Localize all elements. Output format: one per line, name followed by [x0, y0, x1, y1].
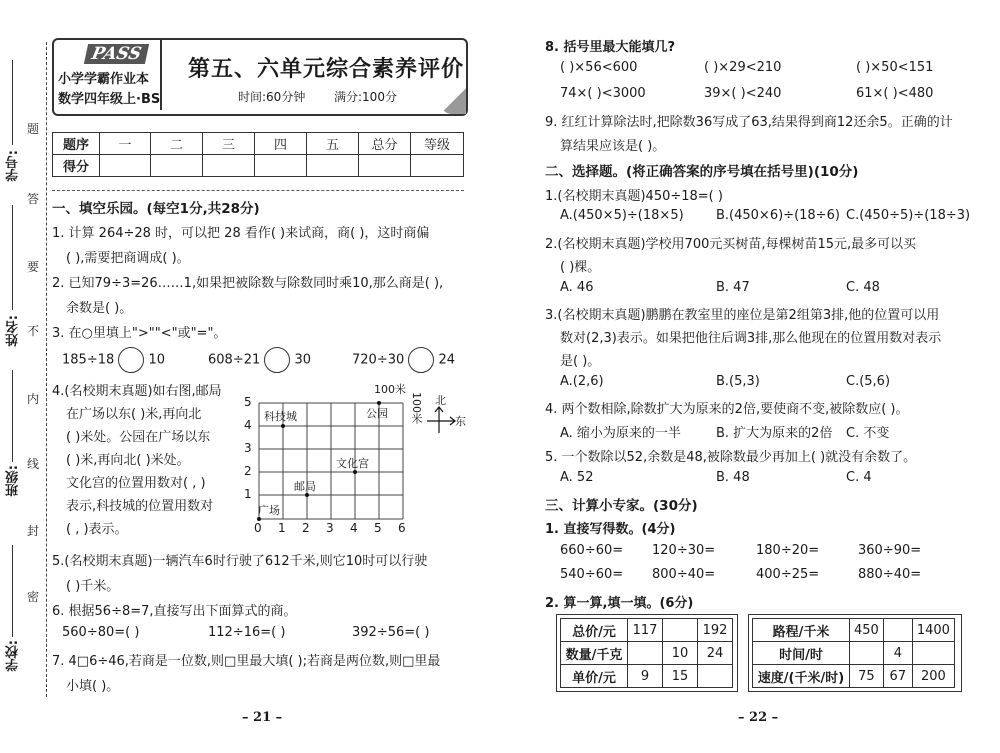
table-row: [561, 619, 733, 642]
answer-cell[interactable]: [628, 642, 663, 665]
compare-circle[interactable]: [118, 347, 144, 373]
brand-name: 小学学霸作业本: [58, 72, 150, 87]
c3-option[interactable]: B.(5,3): [716, 374, 760, 389]
d1-prompt: 1. 直接写得数。(4分): [545, 522, 676, 537]
c4-option[interactable]: A. 缩小为原来的一半: [560, 426, 681, 441]
q3-expr: 185÷18: [62, 352, 115, 368]
table-cell: 200: [912, 665, 954, 688]
student-number-blank: [12, 60, 13, 145]
row-header: 路程/千米: [753, 619, 850, 642]
c2-line2: ( )棵。: [560, 260, 601, 275]
mental-math-item: 120÷30=: [652, 543, 716, 558]
d2-prompt: 2. 算一算,填一填。(6分): [545, 596, 694, 611]
c5-option[interactable]: A. 52: [560, 470, 594, 485]
c3-line3: 是( )。: [560, 354, 601, 369]
time-limit: 时间:60分钟: [238, 90, 306, 104]
x-tick: 3: [326, 521, 334, 535]
compare-circle[interactable]: [264, 347, 290, 373]
seal-char: 密: [27, 590, 40, 604]
mental-math-item: 880÷40=: [858, 567, 922, 582]
score-header-cell: 三: [203, 133, 255, 155]
c4-prompt: 4. 两个数相除,除数扩大为原来的2倍,要使商不变,被除数应( )。: [545, 402, 909, 417]
q8-item: 61×( )<480: [856, 86, 934, 101]
q1-line1: 1. 计算 264÷28 时，可以把 28 看作( )来试商，商( )，这时商偏: [52, 226, 430, 241]
row-header: 时间/时: [753, 642, 850, 665]
page-number-right: – 22 –: [738, 710, 779, 725]
seal-char: 不: [27, 324, 40, 338]
table-cell: 24: [698, 642, 733, 665]
q3-item-1: [62, 347, 165, 373]
full-score: 满分:100分: [334, 90, 397, 104]
c2-option[interactable]: B. 47: [716, 280, 750, 295]
q3-value: 24: [438, 352, 456, 368]
score-cell[interactable]: [255, 155, 307, 177]
north-label: 北: [435, 394, 446, 407]
score-header-cell: 总分: [359, 133, 411, 155]
table-cell: 15: [663, 665, 698, 688]
q6-prompt: 6. 根据56÷8=7,直接写出下面算式的商。: [52, 604, 297, 619]
q4-line: 表示,科技城的位置用数对: [66, 499, 214, 514]
c1-option[interactable]: C.(450÷5)÷(18÷3): [846, 208, 971, 223]
student-number-label: 学号:: [6, 150, 21, 182]
q8-item: 74×( )<3000: [560, 86, 646, 101]
table-row: [561, 665, 733, 688]
grid-scale-label: 100米: [374, 383, 406, 396]
q6-item: 560÷80=( ): [62, 625, 140, 640]
x-tick: 5: [374, 521, 382, 535]
table-cell: 450: [850, 619, 884, 642]
grid-scale-vertical: 100米: [410, 392, 423, 424]
table-cell: 75: [850, 665, 884, 688]
x-tick: 1: [278, 521, 286, 535]
y-tick: 1: [244, 487, 252, 501]
c4-option[interactable]: C. 不变: [846, 426, 890, 441]
binding-dashed-line: [46, 42, 47, 697]
section-one-title: 一、填空乐园。(每空1分,共28分): [52, 201, 260, 217]
q4-line: 4.(名校期末真题)如右图,邮局: [52, 384, 222, 399]
table-cell: 4: [883, 642, 912, 665]
score-cell[interactable]: [307, 155, 359, 177]
c3-option[interactable]: A.(2,6): [560, 374, 604, 389]
c3-line1: 3.(名校期末真题)鹏鹏在教室里的座位是第2组第3排,他的位置可以用: [545, 308, 940, 323]
place-label-square: 广场: [258, 504, 280, 517]
mental-math-item: 400÷25=: [756, 567, 820, 582]
seal-char: 题: [27, 122, 40, 136]
c1-option[interactable]: A.(450×5)÷(18×5): [560, 208, 684, 223]
c5-prompt: 5. 一个数除以52,余数是48,被除数最少再加上( )就没有余数了。: [545, 450, 917, 465]
c5-option[interactable]: C. 4: [846, 470, 872, 485]
q5-line1: 5.(名校期末真题)一辆汽车6时行驶了612千米,则它10时可以行驶: [52, 554, 428, 569]
score-header-cell: 题序: [53, 133, 100, 155]
x-tick: 6: [398, 521, 406, 535]
q4-line: 在广场以东( )米,再向北: [66, 407, 202, 422]
answer-cell[interactable]: [663, 619, 698, 642]
q3-expr: 608÷21: [208, 352, 261, 368]
tech-city-point: [281, 424, 285, 428]
q8-item: ( )×50<151: [856, 60, 934, 75]
place-label-post-office: 邮局: [294, 480, 316, 493]
table-cell: 192: [698, 619, 733, 642]
page-title: 第五、六单元综合素养评价: [188, 56, 465, 82]
section-two-title: 二、选择题。(将正确答案的序号填在括号里)(10分): [545, 164, 859, 180]
q4-line: ( , )表示。: [66, 522, 128, 537]
q4-line: ( )米,再向北( )米处。: [66, 453, 190, 468]
score-header-cell: 四: [255, 133, 307, 155]
c3-line2: 数对(2,3)表示。如果把他往后调3排,那么他现在的位置用数对表示: [560, 331, 942, 346]
class-blank: [12, 370, 13, 462]
y-tick: 3: [244, 441, 252, 455]
score-cell[interactable]: [151, 155, 203, 177]
q4-line: ( )米处。公园在广场以东: [66, 430, 211, 445]
table-row: [753, 665, 955, 688]
table-cell: 1400: [912, 619, 954, 642]
row-header: 总价/元: [561, 619, 628, 642]
c1-option[interactable]: B.(450×6)÷(18÷6): [716, 208, 840, 223]
q3-item-3: [352, 347, 455, 373]
class-label: 班级:: [6, 465, 21, 497]
place-label-culture-palace: 文化宫: [336, 457, 369, 470]
q2-line1: 2. 已知79÷3=26……1,如果把被除数与除数同时乘10,那么商是( ),: [52, 276, 444, 291]
q8-item: ( )×29<210: [704, 60, 782, 75]
score-table-header-row: [53, 133, 464, 155]
seal-char: 线: [27, 457, 40, 471]
row-header: 单价/元: [561, 665, 628, 688]
seal-char: 封: [27, 524, 40, 538]
y-tick: 5: [244, 395, 252, 409]
q2-line2: 余数是( )。: [66, 301, 133, 316]
page-curl-decoration: [440, 88, 466, 114]
c3-option[interactable]: C.(5,6): [846, 374, 891, 389]
seal-char: 内: [27, 392, 40, 406]
section-three-title: 三、计算小专家。(30分): [545, 498, 698, 514]
q9-line1: 9. 红红计算除法时,把除数36写成了63,结果得到商12还余5。正确的计: [545, 115, 953, 130]
table-cell: 10: [663, 642, 698, 665]
c4-option[interactable]: B. 扩大为原来的2倍: [716, 426, 833, 441]
table-cell: 67: [883, 665, 912, 688]
answer-cell[interactable]: [912, 642, 954, 665]
table-row: [753, 619, 955, 642]
q9-line2: 算结果应该是( )。: [560, 139, 666, 154]
seal-char: 答: [27, 192, 40, 206]
section-divider: [52, 190, 464, 191]
answer-cell[interactable]: [883, 619, 912, 642]
header-divider: [160, 40, 162, 110]
q3-prompt: 3. 在○里填上">""<"或"="。: [52, 326, 227, 341]
score-cell[interactable]: [203, 155, 255, 177]
q5-line2: ( )千米。: [66, 579, 120, 594]
score-row-label: 得分: [53, 155, 100, 177]
q1-line2: ( ),需要把商调成( )。: [66, 251, 190, 266]
place-label-park: 公园: [366, 407, 388, 420]
q3-item-2: [208, 347, 311, 373]
name-blank: [12, 205, 13, 310]
c1-prompt: 1.(名校期末真题)450÷18=( ): [545, 189, 723, 204]
table-cell: 117: [628, 619, 663, 642]
score-header-cell: 一: [100, 133, 151, 155]
distance-speed-table: [752, 618, 955, 688]
q7-line1: 7. 4□6÷46,若商是一位数,则□里最大填( );若商是两位数,则□里最: [52, 654, 441, 669]
score-cell[interactable]: [359, 155, 411, 177]
q4-line: 文化宫的位置用数对( , ): [66, 476, 206, 491]
grade-label: 数学四年级上·BS: [58, 92, 161, 107]
score-cell[interactable]: [411, 155, 464, 177]
score-cell[interactable]: [100, 155, 151, 177]
q8-item: 39×( )<240: [704, 86, 782, 101]
score-header-cell: 等级: [411, 133, 464, 155]
score-header-cell: 二: [151, 133, 203, 155]
c2-option[interactable]: C. 48: [846, 280, 880, 295]
seal-char: 要: [27, 260, 40, 274]
c5-option[interactable]: B. 48: [716, 470, 750, 485]
x-tick: 4: [350, 521, 358, 535]
school-blank: [12, 545, 13, 637]
place-label-tech-city: 科技城: [264, 410, 297, 423]
x-tick: 2: [302, 521, 310, 535]
table-row: [561, 642, 733, 665]
x-tick: 0: [254, 521, 262, 535]
y-tick: 2: [244, 464, 252, 478]
answer-cell[interactable]: [698, 665, 733, 688]
mental-math-item: 660÷60=: [560, 543, 624, 558]
compass-icon: [425, 405, 457, 435]
mental-math-item: 180÷20=: [756, 543, 820, 558]
answer-cell[interactable]: [850, 642, 884, 665]
score-header-cell: 五: [307, 133, 359, 155]
q7-line2: 小填( )。: [66, 679, 120, 694]
q3-expr: 720÷30: [352, 352, 405, 368]
mental-math-item: 800÷40=: [652, 567, 716, 582]
c2-line1: 2.(名校期末真题)学校用700元买树苗,每棵树苗15元,最多可以买: [545, 237, 917, 252]
q8-prompt: 8. 括号里最大能填几?: [545, 40, 676, 55]
page-number-left: – 21 –: [242, 710, 283, 725]
c2-option[interactable]: A. 46: [560, 280, 594, 295]
score-table-score-row: [53, 155, 464, 177]
name-label: 姓名:: [6, 315, 21, 347]
y-tick: 4: [244, 418, 252, 432]
row-header: 数量/千克: [561, 642, 628, 665]
row-header: 速度/(千米/时): [753, 665, 850, 688]
q8-item: ( )×56<600: [560, 60, 638, 75]
q6-item: 112÷16=( ): [208, 625, 286, 640]
east-label: 东: [455, 415, 466, 428]
mental-math-item: 360÷90=: [858, 543, 922, 558]
compare-circle[interactable]: [408, 347, 434, 373]
q3-value: 30: [294, 352, 312, 368]
table-cell: 9: [628, 665, 663, 688]
mental-math-item: 540÷60=: [560, 567, 624, 582]
pass-logo: PASS: [84, 44, 149, 64]
price-quantity-table: [560, 618, 733, 688]
score-table: [52, 132, 464, 177]
school-label: 学校:: [6, 640, 21, 672]
q3-value: 10: [148, 352, 166, 368]
table-row: [753, 642, 955, 665]
q6-item: 392÷56=( ): [352, 625, 430, 640]
